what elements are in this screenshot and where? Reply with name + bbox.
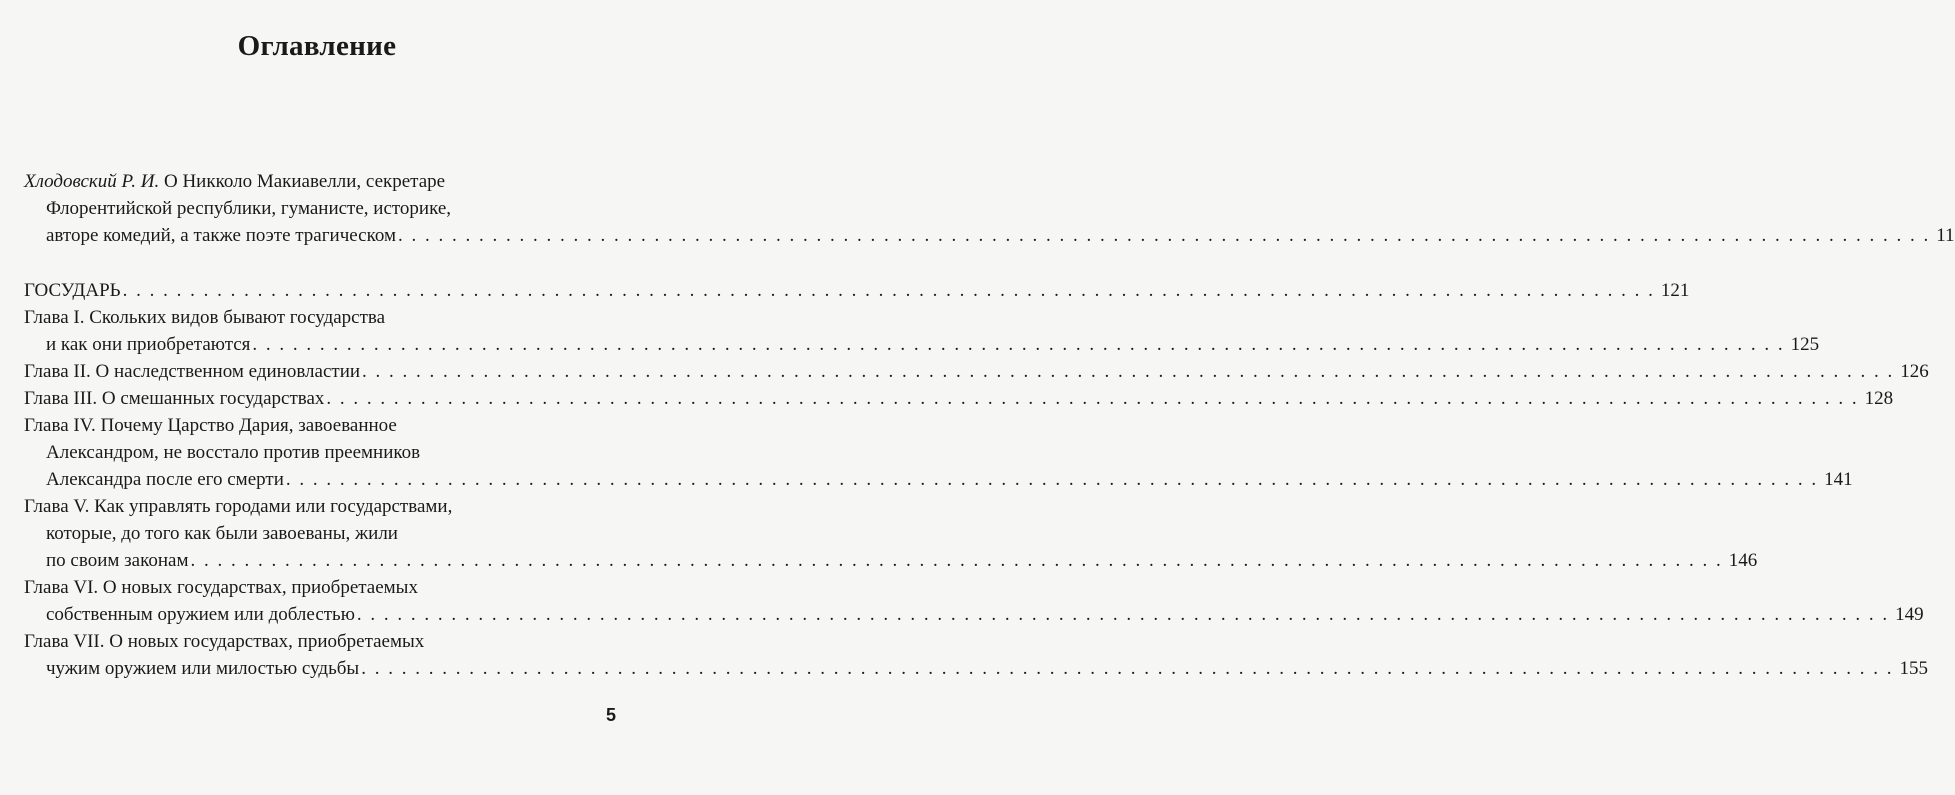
- toc-line: [24, 331, 1820, 358]
- toc-line: [24, 222, 1955, 249]
- toc-line: [24, 547, 1758, 574]
- toc-entry-chapter-5[interactable]: [24, 493, 1758, 574]
- section-title: ГОСУДАРЬ: [24, 280, 121, 301]
- entry-title-line: Александра после его смерти: [46, 469, 284, 490]
- toc-line: [24, 655, 1928, 682]
- toc-entry-chapter-7[interactable]: [24, 628, 1928, 682]
- entry-title-line: Глава III. О смешанных государствах: [24, 388, 325, 409]
- dot-leader: [361, 655, 1893, 682]
- entry-page-number: 141: [1824, 469, 1853, 490]
- entry-title-line: которые, до того как были завоеваны, жили: [46, 523, 398, 544]
- entry-page-number: 128: [1864, 388, 1894, 409]
- entry-title-line: Глава I. Скольких видов бывают государства: [24, 307, 386, 328]
- entry-title-line: чужим оружием или милостью судьбы: [46, 658, 360, 679]
- dot-leader: [398, 222, 1930, 249]
- dot-leader: [362, 358, 1894, 385]
- entry-author: Хлодовский Р. И.: [24, 171, 160, 192]
- entry-title-line: и как они приобретаются: [46, 334, 251, 355]
- toc-entry-intro[interactable]: [24, 168, 1955, 249]
- toc-line: [24, 304, 556, 331]
- entry-page-number: 146: [1728, 550, 1758, 571]
- dot-leader: [252, 331, 1784, 358]
- entry-page-number: 126: [1900, 361, 1929, 382]
- dot-leader: [190, 547, 1722, 574]
- entry-title-line: Глава VII. О новых государствах, приобретаемых: [24, 631, 425, 652]
- toc-line: [24, 628, 556, 655]
- toc-line: [24, 574, 556, 601]
- table-of-contents: [24, 168, 1955, 682]
- entry-title-line: Александром, не восстало против преемников: [46, 442, 421, 463]
- toc-entry-chapter-3[interactable]: [24, 385, 1894, 412]
- entry-page-number: 149: [1895, 604, 1924, 625]
- toc-entry-chapter-2[interactable]: [24, 358, 1929, 385]
- toc-line: [24, 412, 556, 439]
- toc-line: [24, 277, 1690, 304]
- entry-title-line: авторе комедий, а также поэте трагическом: [46, 225, 397, 246]
- entry-page-number: 11: [1936, 225, 1955, 246]
- entry-title-line: собственным оружием или доблестью: [46, 604, 355, 625]
- entry-title-line: Глава VI. О новых государствах, приобретаемых: [24, 577, 418, 598]
- entry-title-line: по своим законам: [46, 550, 189, 571]
- entry-page-number: 155: [1899, 658, 1928, 679]
- toc-line: [24, 385, 1894, 412]
- toc-line: [24, 520, 556, 547]
- entry-title-line: Флорентийской республики, гуманисте, историке,: [46, 198, 452, 219]
- toc-line: [24, 195, 556, 222]
- toc-entry-chapter-6[interactable]: [24, 574, 1924, 628]
- page-title: Оглавление: [237, 30, 397, 62]
- toc-line: [24, 466, 1853, 493]
- toc-entry-section[interactable]: [24, 277, 1690, 304]
- entry-title-line: Глава IV. Почему Царство Дария, завоеванное: [24, 415, 397, 436]
- toc-line: [24, 358, 1929, 385]
- toc-line: [24, 601, 1924, 628]
- toc-entry-chapter-4[interactable]: [24, 412, 1853, 493]
- toc-line: [24, 168, 556, 195]
- entry-page-number: 121: [1660, 280, 1690, 301]
- entry-title-line: О Никколо Макиавелли, секретаре: [163, 171, 446, 192]
- toc-entry-chapter-1[interactable]: [24, 304, 1820, 358]
- dot-leader: [326, 385, 1858, 412]
- toc-line: [24, 493, 556, 520]
- dot-leader: [357, 601, 1889, 628]
- entry-title-line: Глава II. О наследственном единовластии: [24, 361, 361, 382]
- page-number-folio: 5: [605, 705, 616, 725]
- dot-leader: [286, 466, 1818, 493]
- toc-line: [24, 439, 556, 466]
- entry-title-line: Глава V. Как управлять городами или государствами,: [24, 496, 453, 517]
- dot-leader: [123, 277, 1655, 304]
- entry-page-number: 125: [1790, 334, 1820, 355]
